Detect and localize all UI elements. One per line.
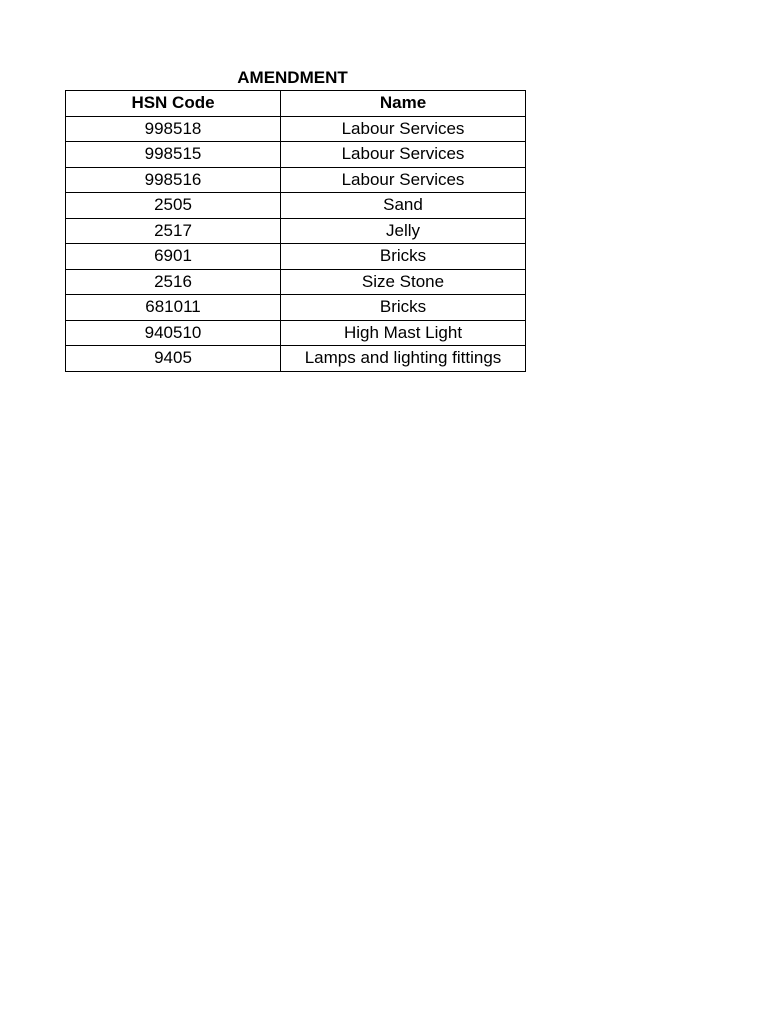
name-cell: Bricks	[281, 295, 526, 321]
header-hsn-code: HSN Code	[66, 91, 281, 117]
table-row	[66, 346, 526, 372]
hsn-code-cell: 2516	[66, 269, 281, 295]
name-cell: Jelly	[281, 218, 526, 244]
hsn-code-cell: 9405	[66, 346, 281, 372]
hsn-code-cell: 998518	[66, 116, 281, 142]
table-row	[66, 193, 526, 219]
name-cell: Lamps and lighting fittings	[281, 346, 526, 372]
name-cell: Sand	[281, 193, 526, 219]
name-cell: Bricks	[281, 244, 526, 270]
table-row	[66, 116, 526, 142]
hsn-code-cell: 2505	[66, 193, 281, 219]
table-row	[66, 218, 526, 244]
hsn-code-cell: 998515	[66, 142, 281, 168]
name-cell: Labour Services	[281, 116, 526, 142]
table-body	[66, 116, 526, 371]
table-row	[66, 320, 526, 346]
table-row	[66, 295, 526, 321]
name-cell: High Mast Light	[281, 320, 526, 346]
name-cell: Labour Services	[281, 142, 526, 168]
name-cell: Size Stone	[281, 269, 526, 295]
hsn-code-cell: 940510	[66, 320, 281, 346]
hsn-table	[65, 90, 526, 372]
table-row	[66, 142, 526, 168]
header-row	[66, 91, 526, 117]
table-header	[66, 91, 526, 117]
table-row	[66, 269, 526, 295]
hsn-code-cell: 998516	[66, 167, 281, 193]
table-row	[66, 167, 526, 193]
hsn-code-cell: 2517	[66, 218, 281, 244]
hsn-code-cell: 6901	[66, 244, 281, 270]
document-title: AMENDMENT	[237, 68, 348, 87]
hsn-code-cell: 681011	[66, 295, 281, 321]
table-row	[66, 244, 526, 270]
header-name: Name	[281, 91, 526, 117]
name-cell: Labour Services	[281, 167, 526, 193]
